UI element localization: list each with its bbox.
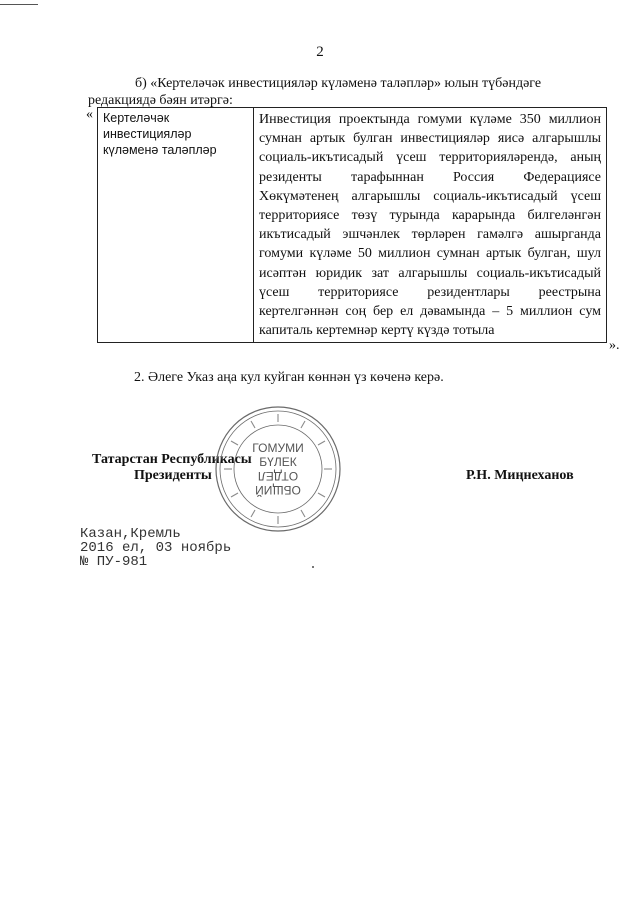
page-number: 2: [316, 44, 324, 60]
footer-number: № ПУ-981: [80, 554, 148, 570]
stamp-line-3: ОБЩИЙ: [255, 483, 301, 497]
intro-paragraph: [0, 75, 560, 109]
signature-position: Президенты: [134, 468, 212, 483]
table-row: [98, 108, 607, 343]
speck: [312, 566, 314, 568]
intro-line-2: редакциядә бәян итәргә:: [88, 93, 233, 108]
stamp-line-4: ОТДЕЛ: [257, 469, 299, 483]
footer-date: 2016 ел, 03 ноябрь: [80, 540, 232, 556]
stamp-line-1: ГОМУМИ: [252, 441, 304, 455]
signature-name: Р.Н. Миңнеханов: [466, 468, 574, 483]
corner-mark: [0, 4, 38, 5]
intro-line-1: б) «Кертеләчәк инвестицияләр күләменә таләпләр» юлын түбәндәге: [135, 76, 542, 91]
signature-organization: Татарстан Республикасы: [92, 452, 252, 467]
footer-place: Казан,Кремль: [80, 526, 181, 542]
point-2-paragraph: 2. Әлеге Указ аңа кул куйган көннән үз көченә керә.: [134, 370, 444, 385]
document-footer: [80, 527, 231, 569]
requirement-name-cell: Кертеләчәк инвестицияләр күләменә таләпләр: [98, 108, 254, 343]
stamp-line-2: БҮЛЕК: [259, 455, 297, 469]
quote-close: ».: [609, 338, 620, 353]
quote-open: «: [86, 107, 93, 122]
official-stamp-icon: [213, 404, 343, 534]
requirement-text-cell: Инвестиция проектында гомуми күләме 350 миллион сумнан артык булган инвестицияләр яисә алгарышлы социаль-икътисадый үсеш территорияләрендә, аның резиденты тарафыннан Россия Федерациясе Хөкүмәтенең алгарышлы социаль-икътисадый үсеш территориясе төзү турында карарында билгеләнгән икътисадый эшчәнлек төрләрен гамәлгә ашырганда гомуми күләме 50 миллион сумнан артык булган, шул исәптән юридик зат алгарышлы социаль-икътисадый үсеш территориясе резидентлары реестрына кертелгәннән соң бер ел дәвамында – 5 миллион сум капиталь кертемнәр кертү күздә тотыла: [254, 108, 607, 343]
amendment-table: [97, 107, 607, 343]
